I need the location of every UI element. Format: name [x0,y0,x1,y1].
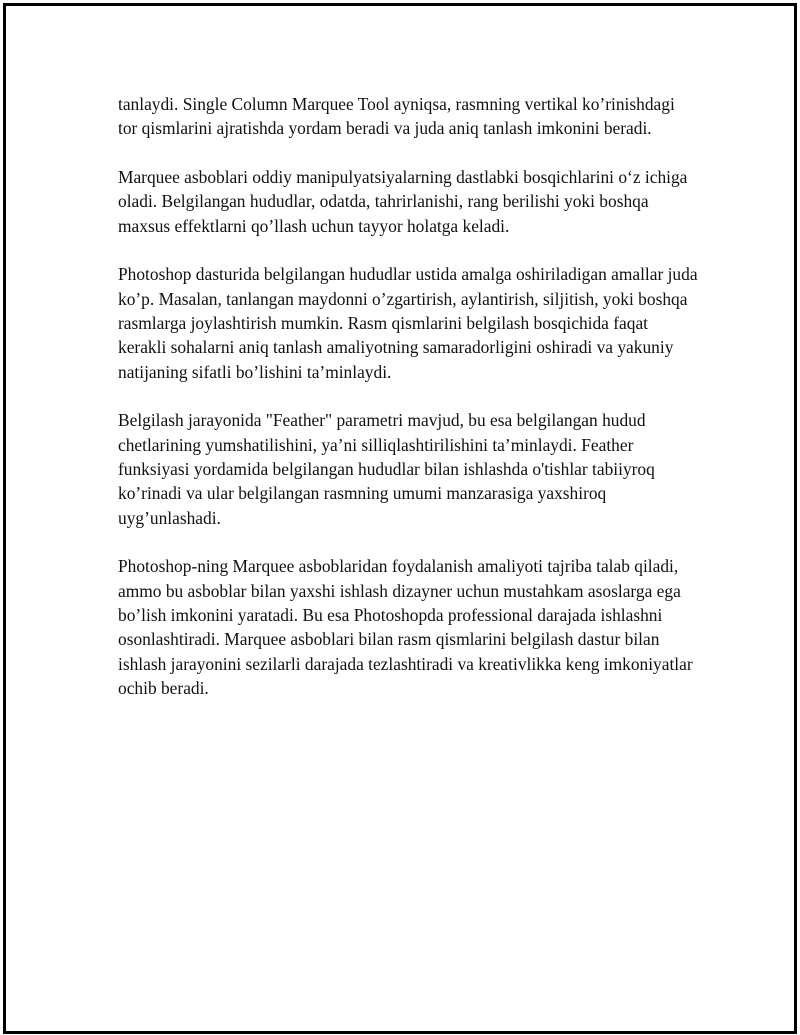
paragraph: Belgilash jarayonida "Feather" parametri mavjud, bu esa belgilangan hudud chetlarining yumshatilishini, ya’ni silliqlashtirilishini ta’minlaydi. Feather funksiyasi yordamida belgilangan hududlar bilan ishlashda o'tishlar tabiiyroq ko’rinadi va ular belgilangan rasmning umumi manzarasiga yaxshiroq uyg’unlashadi. [118,410,655,528]
paragraph: Photoshop dasturida belgilangan hududlar ustida amalga oshiriladigan amallar juda ko’p. Masalan, tanlangan maydonni o’zgartirish, aylantirish, siljitish, yoki boshqa rasmlarga joylashtirish mumkin. Rasm qismlarini belgilash bosqichida faqat kerakli sohalarni aniq tanlash amaliyotning samaradorligini oshiradi va yakuniy natijaning sifatli bo’lishini ta’minlaydi. [118,264,698,382]
document-body [118,92,698,725]
paragraph: Marquee asboblari oddiy manipulyatsiyalarning dastlabki bosqichlarini o‘z ichiga oladi. Belgilangan hududlar, odatda, tahrirlanishi, rang berilishi yoki boshqa maxsus effektlarni qo’llash uchun tayyor holatga keladi. [118,167,688,236]
paragraph: Photoshop-ning Marquee asboblaridan foydalanish amaliyoti tajriba talab qiladi, ammo bu asboblar bilan yaxshi ishlash dizayner uchun mustahkam asoslarga ega bo’lish imkonini yaratadi. Bu esa Photoshopda professional darajada ishlashni osonlashtiradi. Marquee asboblari bilan rasm qismlarini belgilash dastur bilan ishlash jarayonini sezilarli darajada tezlashtiradi va kreativlikka keng imkoniyatlar ochib beradi. [118,556,693,698]
paragraph: tanlaydi. Single Column Marquee Tool ayniqsa, rasmning vertikal ko’rinishdagi tor qismlarini ajratishda yordam beradi va juda aniq tanlash imkonini beradi. [118,94,675,139]
